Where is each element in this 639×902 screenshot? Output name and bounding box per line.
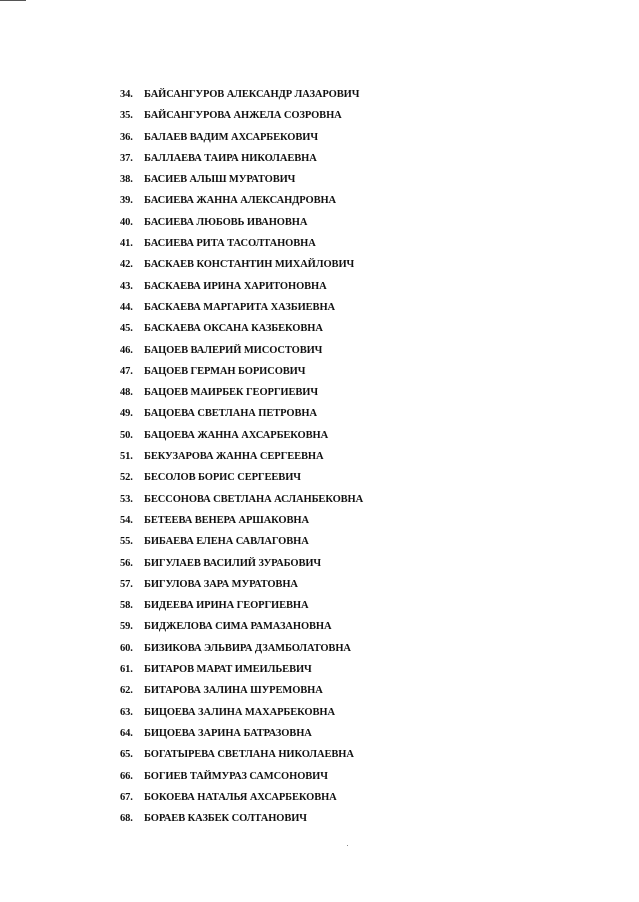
entry-number: 45.	[120, 323, 133, 335]
entry-number: 55.	[120, 536, 133, 548]
entry-name: БЕССОНОВА СВЕТЛАНА АСЛАНБЕКОВНА	[144, 493, 364, 505]
entry-name: БОГАТЫРЕВА СВЕТЛАНА НИКОЛАЕВНА	[144, 749, 354, 761]
entry-name: БАЦОЕВ МАИРБЕК ГЕОРГИЕВИЧ	[144, 387, 318, 399]
entry-name: БАЦОЕВ ГЕРМАН БОРИСОВИЧ	[144, 365, 306, 377]
entry-number: 60.	[120, 642, 133, 654]
entry-number: 50.	[120, 429, 133, 441]
entry-name: БАЦОЕВ ВАЛЕРИЙ МИСОСТОВИЧ	[144, 344, 323, 356]
entry-name: БАСКАЕВА ОКСАНА КАЗБЕКОВНА	[144, 323, 323, 335]
entry-name: БАЙСАНГУРОВ АЛЕКСАНДР ЛАЗАРОВИЧ	[144, 89, 360, 100]
entry-name: БАСКАЕВ КОНСТАНТИН МИХАЙЛОВИЧ	[144, 259, 355, 271]
list-item	[120, 105, 363, 126]
entry-number: 68.	[120, 813, 133, 825]
entry-name: БАСКАЕВА МАРГАРИТА ХАЗБИЕВНА	[144, 301, 336, 313]
entry-name: БИДЖЕЛОВА СИМА РАМАЗАНОВНА	[144, 621, 332, 633]
list-item	[120, 659, 363, 680]
entry-number: 65.	[120, 749, 133, 761]
entry-name: БИТАРОВА ЗАЛИНА ШУРЕМОВНА	[144, 685, 323, 697]
entry-name: БИЦОЕВА ЗАРИНА БАТРАЗОВНА	[144, 727, 312, 739]
entry-name: БАЦОЕВА ЖАННА АХСАРБЕКОВНА	[144, 429, 329, 441]
list-item	[120, 254, 363, 275]
list-item	[120, 84, 363, 105]
entry-name: БОРАЕВ КАЗБЕК СОЛТАНОВИЧ	[144, 813, 307, 825]
entry-name: БИГУЛАЕВ ВАСИЛИЙ ЗУРАБОВИЧ	[144, 557, 322, 569]
entry-name: БИГУЛОВА ЗАРА МУРАТОВНА	[144, 578, 298, 590]
entry-number: 46.	[120, 344, 133, 356]
entry-name: БАЙСАНГУРОВА АНЖЕЛА СОЗРОВНА	[144, 110, 342, 122]
entry-name: БИДЕЕВА ИРИНА ГЕОРГИЕВНА	[144, 600, 309, 612]
list-item	[120, 595, 363, 616]
list-item	[120, 808, 363, 829]
list-item	[120, 766, 363, 787]
entry-number: 56.	[120, 557, 133, 569]
entry-name: БОКОЕВА НАТАЛЬЯ АХСАРБЕКОВНА	[144, 791, 337, 803]
entry-number: 67.	[120, 791, 133, 803]
entry-name: БАЛЛАЕВА ТАИРА НИКОЛАЕВНА	[144, 152, 317, 164]
scan-corner-mark	[0, 0, 26, 5]
entry-name: БАСИЕВА ЖАННА АЛЕКСАНДРОВНА	[144, 195, 337, 207]
list-item	[120, 340, 363, 361]
list-item	[120, 616, 363, 637]
entry-number: 37.	[120, 152, 133, 164]
entry-name: БЕКУЗАРОВА ЖАННА СЕРГЕЕВНА	[144, 451, 324, 463]
entry-number: 42.	[120, 259, 133, 271]
entry-name: БАЦОЕВА СВЕТЛАНА ПЕТРОВНА	[144, 408, 317, 420]
list-item	[120, 638, 363, 659]
entry-number: 39.	[120, 195, 133, 207]
entry-name: БОГИЕВ ТАЙМУРАЗ САМСОНОВИЧ	[144, 770, 328, 782]
list-item	[120, 510, 363, 531]
entry-number: 38.	[120, 174, 133, 186]
list-item	[120, 318, 363, 339]
entry-number: 54.	[120, 514, 133, 526]
name-list	[120, 84, 363, 829]
entry-name: БИТАРОВ МАРАТ ИМЕИЛЬЕВИЧ	[144, 664, 312, 676]
list-item	[120, 382, 363, 403]
list-item	[120, 744, 363, 765]
list-item	[120, 169, 363, 190]
entry-name: БЕТЕЕВА ВЕНЕРА АРШАКОВНА	[144, 514, 309, 526]
entry-number: 61.	[120, 664, 133, 676]
list-item	[120, 148, 363, 169]
list-item	[120, 403, 363, 424]
entry-number: 36.	[120, 131, 133, 143]
list-item	[120, 680, 363, 701]
list-item	[120, 531, 363, 552]
entry-number: 40.	[120, 216, 133, 228]
entry-name: БИЗИКОВА ЭЛЬВИРА ДЗАМБОЛАТОВНА	[144, 642, 351, 654]
entry-number: 35.	[120, 110, 133, 122]
list-item	[120, 297, 363, 318]
entry-number: 62.	[120, 685, 133, 697]
entry-number: 53.	[120, 493, 133, 505]
entry-number: 51.	[120, 451, 133, 463]
list-item	[120, 361, 363, 382]
entry-name: БИЦОЕВА ЗАЛИНА МАХАРБЕКОВНА	[144, 706, 335, 718]
entry-name: БАСИЕВА РИТА ТАСОЛТАНОВНА	[144, 238, 316, 250]
list-item	[120, 553, 363, 574]
entry-name: БАСИЕВ АЛЫШ МУРАТОВИЧ	[144, 174, 296, 186]
list-item	[120, 446, 363, 467]
list-item	[120, 127, 363, 148]
list-item	[120, 233, 363, 254]
list-item	[120, 212, 363, 233]
list-item	[120, 489, 363, 510]
list-item	[120, 425, 363, 446]
list-item	[120, 702, 363, 723]
list-item	[120, 190, 363, 211]
entry-number: 41.	[120, 238, 133, 250]
list-item	[120, 467, 363, 488]
entry-name: БАЛАЕВ ВАДИМ АХСАРБЕКОВИЧ	[144, 131, 318, 143]
entry-number: 57.	[120, 578, 133, 590]
entry-number: 34.	[120, 89, 133, 100]
entry-name: БИБАЕВА ЕЛЕНА САВЛАГОВНА	[144, 536, 309, 548]
entry-number: 52.	[120, 472, 133, 484]
entry-number: 49.	[120, 408, 133, 420]
list-item	[120, 723, 363, 744]
entry-number: 64.	[120, 727, 133, 739]
entry-number: 59.	[120, 621, 133, 633]
list-item	[120, 574, 363, 595]
list-item	[120, 276, 363, 297]
scan-speck	[347, 845, 348, 846]
entry-number: 43.	[120, 280, 133, 292]
list-item	[120, 787, 363, 808]
entry-number: 47.	[120, 365, 133, 377]
entry-number: 66.	[120, 770, 133, 782]
entry-name: БАСКАЕВА ИРИНА ХАРИТОНОВНА	[144, 280, 327, 292]
entry-number: 44.	[120, 301, 133, 313]
entry-number: 58.	[120, 600, 133, 612]
entry-number: 48.	[120, 387, 133, 399]
entry-number: 63.	[120, 706, 133, 718]
entry-name: БАСИЕВА ЛЮБОВЬ ИВАНОВНА	[144, 216, 308, 228]
entry-name: БЕСОЛОВ БОРИС СЕРГЕЕВИЧ	[144, 472, 301, 484]
